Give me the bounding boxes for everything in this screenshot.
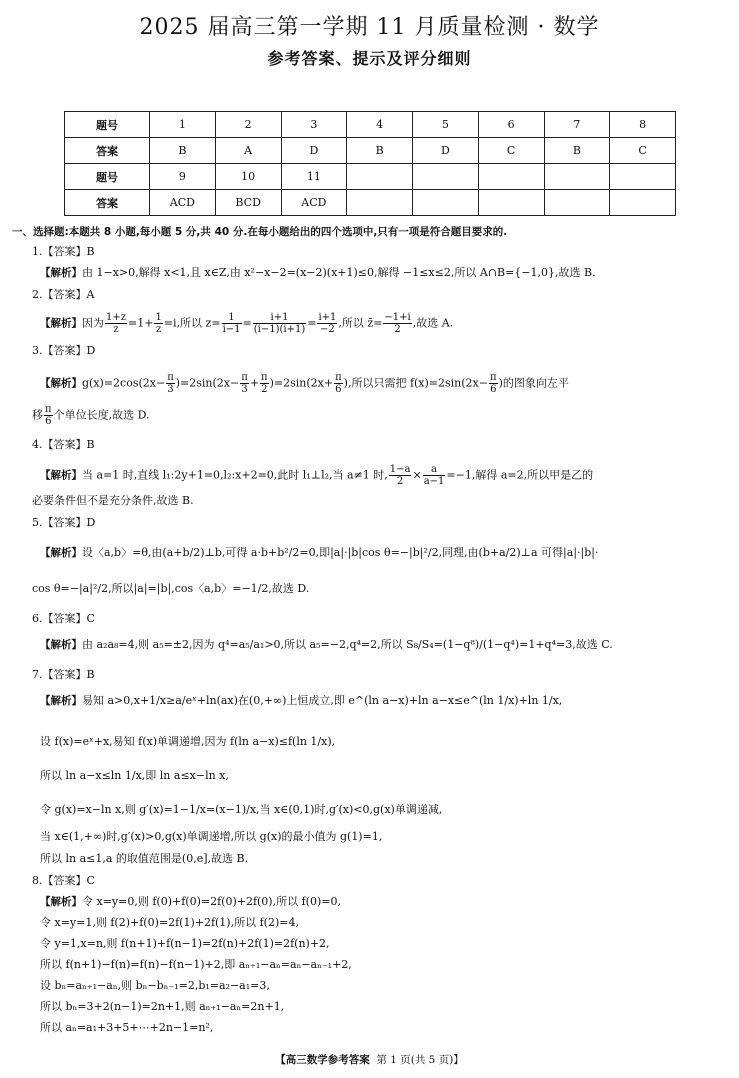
footer-page-number: 第 1 页(共 5 页)】 xyxy=(376,1054,464,1066)
explanation-line: 令 y=1,x=n,则 f(n+1)+f(n−1)=2f(n)+2f(1)=2f(n)+2, xyxy=(40,937,330,950)
page-title: 2025 届高三第一学期 11 月质量检测 · 数学 xyxy=(139,15,600,40)
fraction xyxy=(389,464,412,487)
numerator: −1+i xyxy=(384,312,411,323)
table-cell: C xyxy=(478,138,544,164)
explanation-line: 设 f(x)=eˣ+x,易知 f(x)单调递增,因为 f(ln a−x)≤f(ln 1/x), xyxy=(40,735,336,748)
math-text: × xyxy=(412,468,422,482)
explanation-line xyxy=(32,404,150,427)
math-text: + xyxy=(249,376,260,390)
explanation-line xyxy=(40,372,569,395)
math-text: )的图象向左平 xyxy=(498,376,569,390)
explanation-line xyxy=(40,546,598,560)
explanation-tag: 【解析】 xyxy=(40,896,82,908)
table-cell: D xyxy=(413,138,479,164)
fraction xyxy=(260,372,269,395)
explanation-tag: 【解析】 xyxy=(40,267,82,279)
math-text: = xyxy=(307,316,317,330)
table-row xyxy=(65,190,676,216)
answer-line: 3.【答案】D xyxy=(32,344,96,357)
denominator: z xyxy=(113,324,119,335)
fraction xyxy=(222,312,242,335)
table-cell xyxy=(544,164,610,190)
table-cell: D xyxy=(281,138,347,164)
math-text: 个单位长度,故选 D. xyxy=(53,408,150,422)
denominator: 6 xyxy=(45,416,52,427)
explanation-line: 必要条件但不是充分条件,故选 B. xyxy=(32,494,194,507)
explanation-tag: 【解析】 xyxy=(40,317,82,330)
table-row xyxy=(65,112,676,138)
explanation-line: 当 x∈(1,+∞)时,g′(x)>0,g(x)单调递增,所以 g(x)的最小值为 g(1)=1, xyxy=(40,830,383,843)
answer-line: 5.【答案】D xyxy=(32,516,96,529)
fraction xyxy=(383,312,411,335)
table-header-cell: 题号 xyxy=(65,112,150,138)
denominator: 6 xyxy=(490,384,497,395)
explanation-line: 设 bₙ=aₙ₊₁−aₙ,则 bₙ−bₙ₋₁=2,b₁=a₂−a₁=3, xyxy=(40,979,270,992)
answer-line: 8.【答案】C xyxy=(32,874,95,887)
table-cell: ACD xyxy=(281,190,347,216)
math-text: ),所以只需把 f(x)=2sin(2x− xyxy=(343,376,488,390)
table-cell xyxy=(478,164,544,190)
table-cell: C xyxy=(610,138,676,164)
table-cell: BCD xyxy=(215,190,281,216)
math-text: ,所以 z̄= xyxy=(338,316,383,330)
fraction xyxy=(166,372,175,395)
fraction xyxy=(423,464,446,487)
table-header-cell: 答案 xyxy=(65,190,150,216)
explanation-line: 所以 aₙ=a₁+3+5+⋯+2n−1=n², xyxy=(40,1021,214,1034)
numerator: i+1 xyxy=(253,312,306,324)
table-cell: 2 xyxy=(215,112,281,138)
denominator: 6 xyxy=(335,384,342,395)
table-cell: 5 xyxy=(413,112,479,138)
table-header-cell: 答案 xyxy=(65,138,150,164)
numerator: 1+z xyxy=(106,312,127,323)
explanation-line xyxy=(40,895,341,909)
explanation-tag: 【解析】 xyxy=(40,547,82,559)
table-cell: 1 xyxy=(150,112,216,138)
table-cell: B xyxy=(150,138,216,164)
answer-line: 4.【答案】B xyxy=(32,438,95,451)
table-cell xyxy=(610,190,676,216)
table-cell xyxy=(413,190,479,216)
explanation-text: 易知 a>0,x+1/x≥a/eˣ+ln(ax)在(0,+∞)上恒成立,即 e^(ln a−x)+ln a−x≤e^(ln 1/x)+ln 1/x, xyxy=(82,694,563,707)
math-text: g(x)=2cos(2x− xyxy=(82,376,166,390)
table-cell xyxy=(544,190,610,216)
table-cell: A xyxy=(215,138,281,164)
fraction xyxy=(317,312,337,335)
explanation-tag: 【解析】 xyxy=(40,639,82,651)
fraction xyxy=(334,372,343,395)
math-text: =−1,解得 a=2,所以甲是乙的 xyxy=(446,468,594,482)
table-cell: 3 xyxy=(281,112,347,138)
explanation-text: 令 x=y=0,则 f(0)+f(0)=2f(0)+2f(0),所以 f(0)=0, xyxy=(82,895,341,908)
table-cell xyxy=(347,164,413,190)
explanation-line xyxy=(40,464,593,487)
section-heading: 一、选择题:本题共 8 小题,每小题 5 分,共 40 分.在每小题给出的四个选项中,只有一项是符合题目要求的. xyxy=(12,226,508,238)
denominator: i−1 xyxy=(222,324,241,335)
table-cell: 6 xyxy=(478,112,544,138)
explanation-line: 令 x=y=1,则 f(2)+f(0)=2f(1)+2f(1),所以 f(2)=4, xyxy=(40,916,299,929)
table-cell: B xyxy=(347,138,413,164)
numerator: π xyxy=(167,372,174,383)
table-row xyxy=(65,138,676,164)
answer-line: 2.【答案】A xyxy=(32,288,95,301)
explanation-line: 所以 bₙ=3+2(n−1)=2n+1,则 aₙ₊₁−aₙ=2n+1, xyxy=(40,1000,285,1013)
explanation-line: 令 g(x)=x−ln x,则 g′(x)=1−1/x=(x−1)/x,当 x∈(0,1)时,g′(x)<0,g(x)单调递减, xyxy=(40,803,443,816)
numerator: π xyxy=(261,372,268,383)
numerator: π xyxy=(489,372,497,383)
explanation-line: 所以 f(n+1)−f(n)=f(n)−f(n−1)+2,即 aₙ₊₁−aₙ=aₙ−aₙ₋₁+2, xyxy=(40,958,352,971)
table-cell: ACD xyxy=(150,190,216,216)
explanation-text: 设〈a,b〉=θ,由(a+b/2)⊥b,可得 a·b+b²/2=0,即|a|·|b|cos θ=−|b|²/2,同理,由(b+a/2)⊥a 可得|a|·|b|· xyxy=(82,546,599,559)
answer-line: 6.【答案】C xyxy=(32,612,95,625)
table-cell: B xyxy=(544,138,610,164)
math-text: =1+ xyxy=(128,316,154,330)
answer-line: 7.【答案】B xyxy=(32,668,95,681)
page-subtitle: 参考答案、提示及评分细则 xyxy=(267,49,472,68)
explanation-tag: 【解析】 xyxy=(40,695,82,707)
numerator: π xyxy=(45,404,52,415)
explanation-text: 由 a₂a₈=4,则 a₅=±2,因为 q⁴=a₅/a₁>0,所以 a₅=−2,q⁴=2,所以 S₈/S₄=(1−q⁸)/(1−q⁴)=1+q⁴=3,故选 C. xyxy=(82,638,613,651)
denominator: 2 xyxy=(396,476,404,487)
numerator: 1 xyxy=(155,312,162,323)
table-cell: 11 xyxy=(281,164,347,190)
denominator: 3 xyxy=(167,384,174,395)
fraction xyxy=(253,312,306,335)
denominator: 2 xyxy=(394,324,401,335)
denominator: 3 xyxy=(241,384,248,395)
table-cell xyxy=(610,164,676,190)
explanation-line xyxy=(40,266,596,280)
table-header-cell: 题号 xyxy=(65,164,150,190)
math-text: 当 a=1 时,直线 l₁:2y+1=0,l₂:x+2=0,此时 l₁⊥l₂,当 a≠1 时, xyxy=(82,468,388,482)
denominator: 2 xyxy=(261,384,268,395)
explanation-line: 所以 ln a−x≤ln 1/x,即 ln a≤x−ln x, xyxy=(40,769,229,782)
math-text: = xyxy=(242,316,252,330)
table-cell: 7 xyxy=(544,112,610,138)
math-text: ,故选 A. xyxy=(412,316,454,330)
explanation-tag: 【解析】 xyxy=(40,469,82,482)
math-text: )=2sin(2x− xyxy=(175,376,240,390)
table-cell xyxy=(347,190,413,216)
numerator: a xyxy=(423,464,446,476)
explanation-text: 由 1−x>0,解得 x<1,且 x∈Z,由 x²−x−2=(x−2)(x+1)≤0,解得 −1≤x≤2,所以 A∩B={−1,0},故选 B. xyxy=(82,266,596,279)
explanation-line: cos θ=−|a|²/2,所以|a|=|b|,cos〈a,b〉=−1/2,故选 D. xyxy=(32,582,310,595)
table-cell: 9 xyxy=(150,164,216,190)
fraction xyxy=(489,372,498,395)
fraction xyxy=(154,312,162,335)
table-cell: 10 xyxy=(215,164,281,190)
numerator: 1 xyxy=(222,312,242,324)
denominator: (i−1)(i+1) xyxy=(253,324,306,335)
fraction xyxy=(44,404,53,427)
table-cell xyxy=(478,190,544,216)
table-cell: 4 xyxy=(347,112,413,138)
explanation-line xyxy=(40,638,613,652)
numerator: π xyxy=(335,372,342,383)
numerator: i+1 xyxy=(318,312,337,323)
math-text: 因为 xyxy=(82,316,104,330)
numerator: π xyxy=(241,372,248,383)
math-text: )=2sin(2x+ xyxy=(269,376,334,390)
answer-table xyxy=(64,111,676,216)
explanation-line xyxy=(40,694,562,708)
table-row xyxy=(65,164,676,190)
denominator: a−1 xyxy=(423,476,445,487)
numerator: 1−a xyxy=(389,464,411,475)
explanation-line: 所以 ln a≤1,a 的取值范围是(0,e],故选 B. xyxy=(40,852,249,865)
math-text: =i,所以 z= xyxy=(163,316,221,330)
explanation-line xyxy=(40,312,453,335)
math-text: 移 xyxy=(32,408,43,422)
fraction xyxy=(105,312,127,335)
page-footer xyxy=(0,1052,739,1067)
fraction xyxy=(240,372,249,395)
answer-line: 1.【答案】B xyxy=(32,245,95,258)
table-cell xyxy=(413,164,479,190)
explanation-tag: 【解析】 xyxy=(40,377,82,390)
footer-label: 【高三数学参考答案 xyxy=(275,1054,370,1066)
denominator: z xyxy=(156,324,162,335)
table-cell: 8 xyxy=(610,112,676,138)
denominator: −2 xyxy=(320,324,335,335)
